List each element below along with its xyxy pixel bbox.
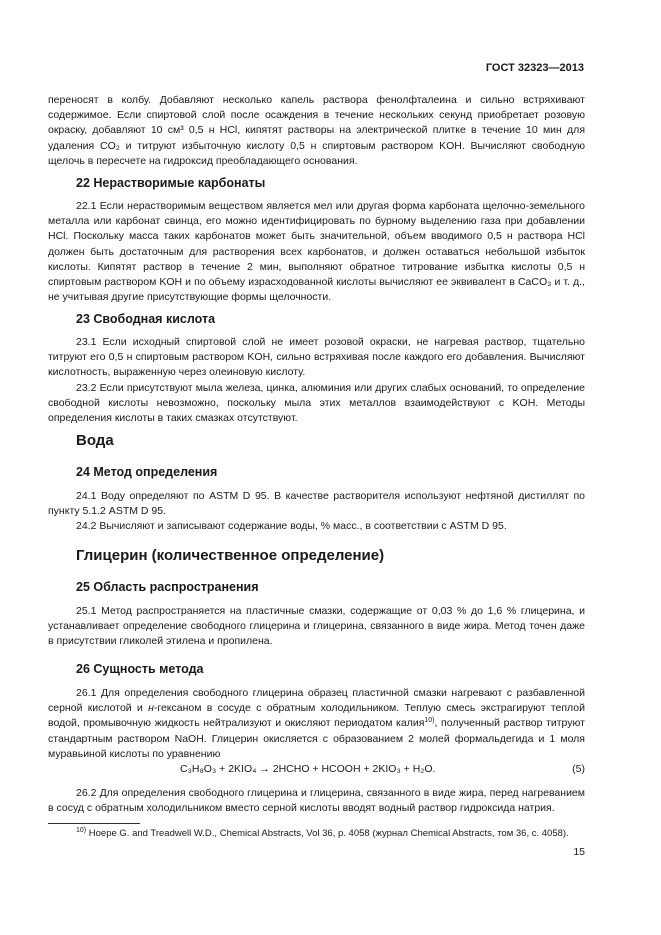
footnote-ref[interactable]: 10) (424, 717, 435, 725)
equation: C₃H₈O₃ + 2KIO₄ → 2HCHO + HCOOH + 2KIO₃ + H₂O. (180, 763, 436, 775)
clause-24-2: 24.2 Вычисляют и записывают содержание воды, % масс., в соответствии с ASTM D 95. (76, 520, 507, 533)
page-number: 15 (573, 846, 585, 858)
clause-24-1: 24.1 Воду определяют по ASTM D 95. В качестве растворителя используют нефтяной дистиллят по пункту 5.1.2 ASTM D 95. (48, 490, 585, 518)
glycerin-heading: Глицерин (количественное определение) (76, 547, 385, 564)
equation-number: (5) (572, 763, 585, 775)
section-25-heading: 25 Область распространения (76, 580, 259, 594)
standard-code: ГОСТ 32323—2013 (485, 62, 584, 74)
footnote-text: Hoepe G. and Treadwell W.D., Chemical Abstracts, Vol 36, p. 4058 (журнал Chemical Abstracts, том 36, c. 4058). (88, 828, 569, 839)
clause-22-1: 22.1 Если нерастворимым веществом является мел или другая форма карбоната щелочно-земельного металла или карбонат свинца, его можно идентифицировать по бурному выделению газа при добавлении HCl. Поскольку масса таких карбонатов может быть значительной, объем вводимого 0,5 н раствора HCl должен быть достаточным для растворения всех карбонатов, и должен оставаться небольшой избыток кислоты. Кипятят раствор в течение 2 мин, выполняют обратное титрование избытка кислоты 0,5 н спиртовым раствором KOH и по объему израсходованной кислоты вычисляют ее эквивалент в CaCO₃ и т. д., не учитывая другие присутствующие формы щелочности. (48, 200, 585, 304)
clause-26-1: 26.1 Для определения свободного глицерина образец пластичной смазки нагревают с разбавленной серной кислотой и н-гексаном в сосуде с обратным холодильником. Теплую смесь экстрагируют теплой водой, промывочную жидкость нейтрализуют и окисляют периодатом калия$^{10)}$, полученный раствор титруют стандартным раствором NaOH. Глицерин окисляется с образованием 2 молей формальдегида и 1 моля муравьиной кислоты по уравнению (48, 687, 585, 760)
intro-paragraph (48, 93, 585, 169)
footnote (76, 828, 586, 839)
section-26-heading: 26 Сущность метода (76, 662, 204, 676)
section-25-body (48, 604, 585, 650)
section-23-heading: 23 Свободная кислота (76, 312, 216, 326)
section-22-body (48, 199, 585, 305)
section-24-body (48, 489, 585, 535)
clause-26-2: 26.2 Для определения свободного глицерина и глицерина, связанного в виде жира, перед нагреванием в сосуд с обратным холодильником вместо серной кислоты вводят водный раствор гидроксида натрия. (48, 787, 585, 815)
italic-n: н (148, 702, 154, 715)
water-heading: Вода (76, 432, 114, 449)
clause-23-1: 23.1 Если исходный спиртовой слой не имеет розовой окраски, не нагревая раствор, тщательно титруют его 0,5 н спиртовым раствором KOH, сильно встряхивая после каждого его добавления. Вычисляют кислотность, выраженную через олеиновую кислоту. (48, 336, 585, 379)
footnote-divider (48, 823, 140, 824)
clause-25-1: 25.1 Метод распространяется на пластичные смазки, содержащие от 0,03 % до 1,6 % глицерина, и устанавливает определение свободного глицерина и глицерина, связанного в виде жира. Метод точен даже в присутствии гликолей этилена и пропилена. (48, 605, 585, 648)
section-26-body (48, 686, 585, 762)
clause-26-2-block (48, 786, 585, 816)
intro-text: переносят в колбу. Добавляют несколько капель раствора фенолфталеина и сильно встряхивают содержимое. Если спиртовой слой после осаждения в течение нескольких секунд приобретает розовую окраску, добавляют 10 см³ 0,5 н HCl, кипятят растворы на электрической плитке в течение 10 мин для удаления CO₂ и титруют избыточную кислоту 0,5 н спиртовым раствором KOH. Вычисляют свободную щелочь в пересчете на гидроксид преобладающего основания. (48, 94, 585, 167)
footnote-marker: 10) (76, 827, 87, 834)
section-23-body (48, 335, 585, 426)
clause-23-2: 23.2 Если присутствуют мыла железа, цинка, алюминия или других слабых оснований, то определение свободной кислоты невозможно, поскольку мыла этих металлов взаимодействуют с KOH. Методы определения кислоты в таких смазках отсутствуют. (48, 381, 585, 425)
section-22-heading: 22 Нерастворимые карбонаты (76, 176, 266, 190)
section-24-heading: 24 Метод определения (76, 465, 218, 479)
